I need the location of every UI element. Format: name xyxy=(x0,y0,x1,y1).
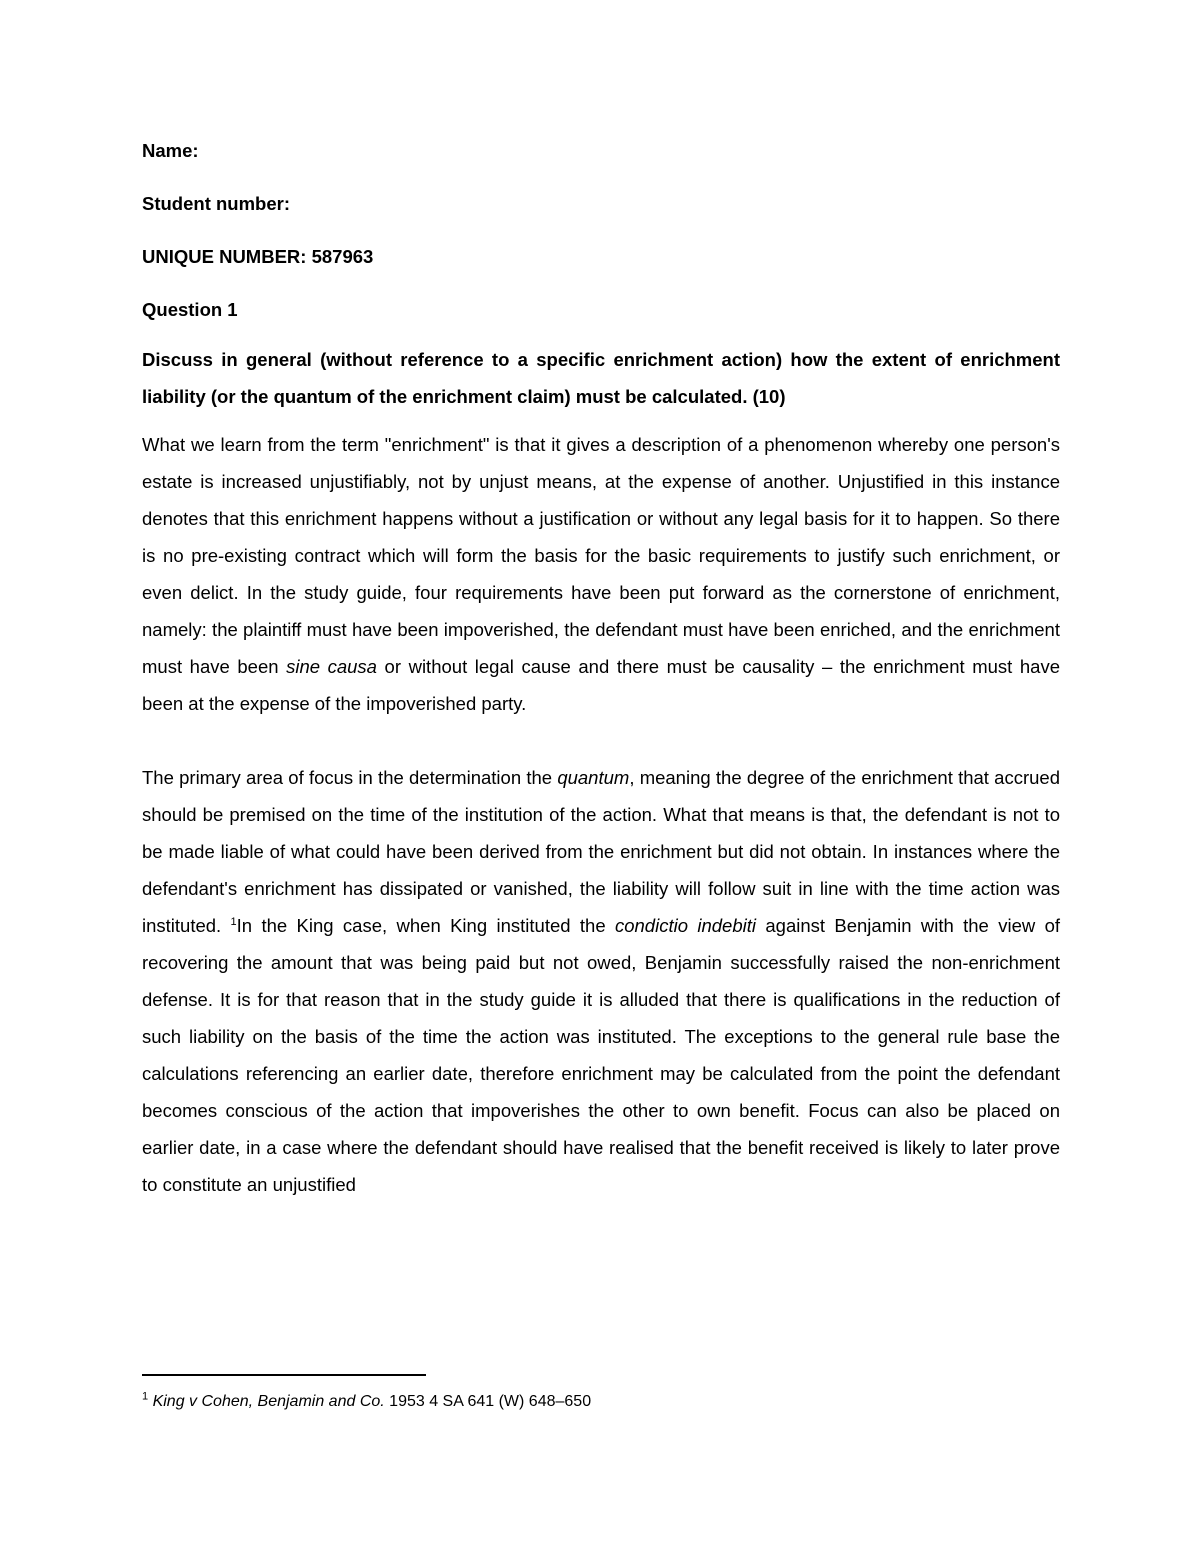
name-label: Name: xyxy=(142,140,199,161)
footnote-citation: 1953 4 SA 641 (W) 648–650 xyxy=(384,1393,592,1410)
footnote-number: 1 xyxy=(142,1390,149,1403)
footnote-separator xyxy=(142,1374,426,1376)
footnote-reference[interactable]: 1 xyxy=(230,915,237,928)
document-body xyxy=(142,138,1060,1203)
paragraph-2-text-d: against Benjamin with the view of recovering the amount that was being paid but not owed, Benjamin successfully raised the non-enrichment defense. It is for that reason that in the study guide it is alluded that there is qualifications in the reduction of such liability on the basis of the time the action was instituted. The exceptions to the general rule base the calculations referencing an earlier date, therefore enrichment may be calculated from the point the defendant becomes conscious of the action that impoverishes the other to own benefit. Focus can also be placed on earlier date, in a case where the defendant should have realised that the benefit received is likely to later prove to constitute an unjustified xyxy=(142,915,1061,1195)
paragraph-2-text-b: , meaning the degree of the enrichment that accrued should be premised on the time of the institution of the action. What that means is that, the defendant is not to be made liable of what could have been derived from the enrichment but did not obtain. In instances where the defendant's enrichment has dissipated or vanished, the liability will follow suit in line with the time action was instituted. xyxy=(142,767,1060,936)
unique-number-label: UNIQUE NUMBER: 587963 xyxy=(142,246,374,267)
paragraph-1-text-b: or without legal cause and there must be causality – the enrichment must have been at the expense of the impoverished party. xyxy=(142,656,1060,714)
paragraph-1-italic-term: sine causa xyxy=(286,656,377,677)
footnote-case-name: King v Cohen, Benjamin and Co. xyxy=(152,1393,385,1410)
paragraph-1 xyxy=(142,426,1060,722)
paragraph-2 xyxy=(142,759,1060,1203)
paragraph-2-text-c: In the King case, when King instituted the xyxy=(236,915,615,936)
paragraph-2-italic-term-2: condictio indebiti xyxy=(614,915,756,936)
footnote xyxy=(142,1388,1042,1416)
paragraph-1-text-a: What we learn from the term "enrichment" is that it gives a description of a phenomenon whereby one person's estate is increased unjustifiably, not by unjust means, at the expense of another. Unjustified in this instance denotes that this enrichment happens without a justification or without any legal basis for it to happen. So there is no pre-existing contract which will form the basis for the basic requirements to justify such enrichment, or even delict. In the study guide, four requirements have been put forward as the cornerstone of enrichment, namely: the plaintiff must have been impoverished, the defendant must have been enriched, and the enrichment must have been xyxy=(142,434,1060,677)
paragraph-2-italic-term-1: quantum xyxy=(557,767,630,788)
question-prompt: Discuss in general (without reference to a specific enrichment action) how the extent of enrichment liability (or the quantum of the enrichment claim) must be calculated. (10) xyxy=(142,349,1060,407)
question-heading: Question 1 xyxy=(142,299,238,320)
student-number-label: Student number: xyxy=(142,193,290,214)
paragraph-2-text-a: The primary area of focus in the determination the xyxy=(142,767,558,788)
